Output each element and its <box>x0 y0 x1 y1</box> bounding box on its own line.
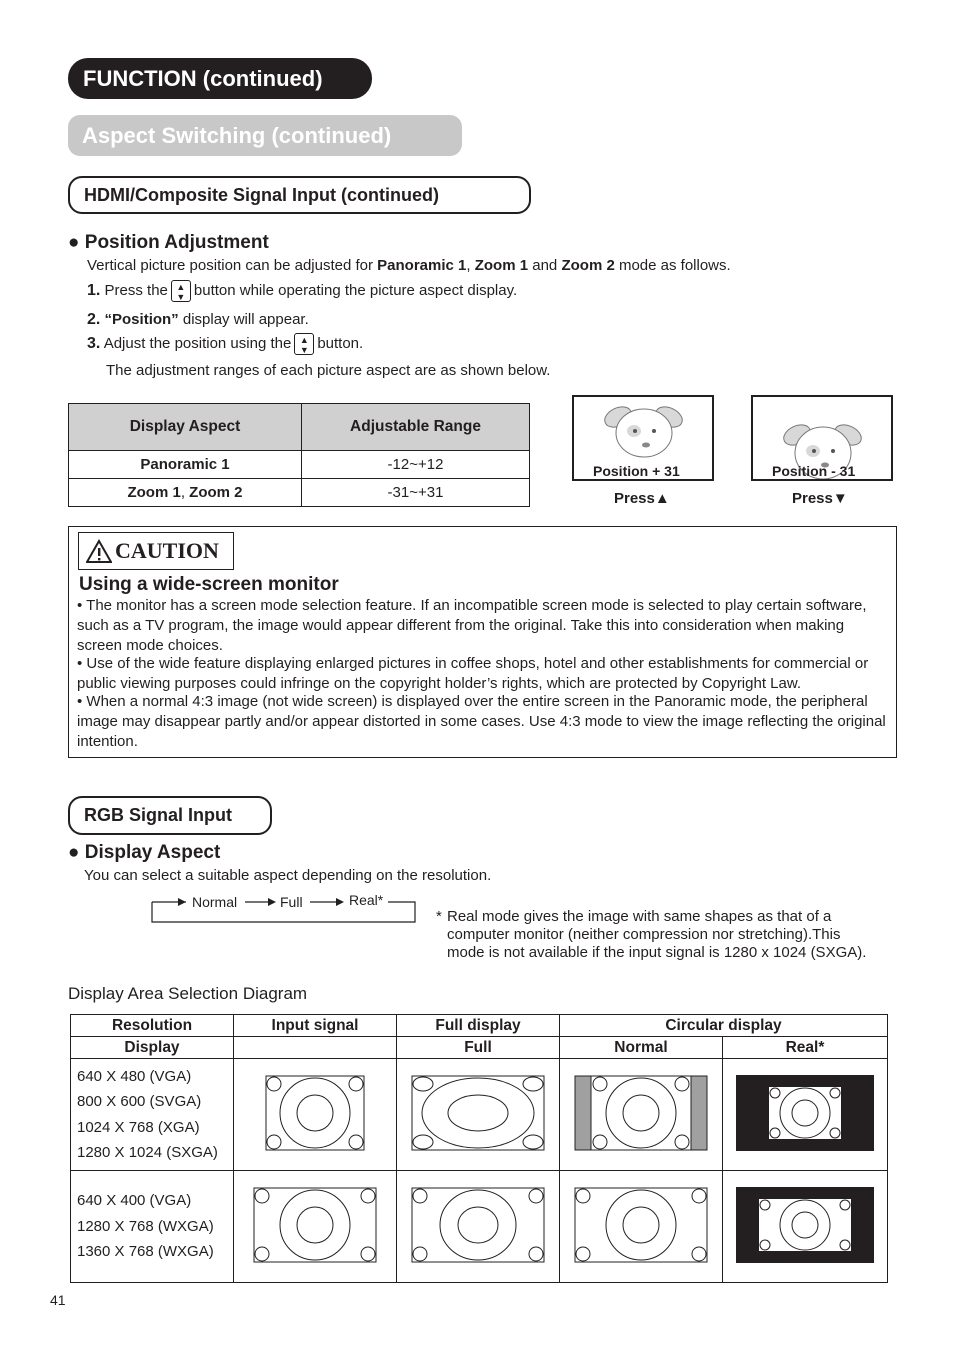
cycle-normal: Normal <box>192 894 238 910</box>
display-aspect-heading: ● Display Aspect <box>68 842 221 863</box>
input-wide-diagram-icon <box>253 1187 377 1263</box>
caution-label-text: CAUTION <box>115 538 219 563</box>
full-wide-diagram-icon <box>411 1187 545 1263</box>
hdmi-section-title: HDMI/Composite Signal Input (continued) <box>68 176 531 214</box>
page-number: 41 <box>50 1292 66 1308</box>
position-intro: Vertical picture position can be adjusted for Panoramic 1, Zoom 1 and Zoom 2 mode as follows. <box>87 257 731 274</box>
position-plus-label: Position + 31 <box>593 463 680 479</box>
press-down-caption: Press▼ <box>792 490 848 507</box>
cycle-full: Full <box>280 894 303 910</box>
footnote-star: * <box>436 908 442 925</box>
up-down-key-icon: ▲ ▼ <box>294 333 314 355</box>
table-row: 640 X 480 (VGA) 800 X 600 (SVGA) 1024 X 768 (XGA) 1280 X 1024 (SXGA) <box>71 1059 888 1171</box>
position-minus-label: Position - 31 <box>772 463 856 479</box>
position-range-table <box>68 403 530 507</box>
input-4x3-diagram-icon <box>265 1075 365 1151</box>
caution-label <box>78 532 234 570</box>
position-minus-example <box>751 395 893 481</box>
warning-triangle-icon <box>86 539 112 563</box>
press-up-caption: Press▲ <box>614 490 670 507</box>
normal-sidebars-diagram-icon <box>574 1075 708 1151</box>
footnote: Real mode gives the image with same shapes as that of a computer monitor (neither compression nor stretching).This mode is not available if the input signal is 1280 x 1024 (SXGA). <box>447 908 867 961</box>
caution-bullet-3: • When a normal 4:3 image (not wide screen) is displayed over the entire screen in the Panoramic mode, the peripheral image may disappear partly and/or appear distorted in some cases. Use 4:3 mode to view the image reflecting the original intention. <box>77 693 886 750</box>
position-note: The adjustment ranges of each picture aspect are as shown below. <box>106 362 551 379</box>
position-plus-example <box>572 395 714 481</box>
function-title: FUNCTION (continued) <box>68 58 372 99</box>
cycle-real: Real* <box>349 892 384 908</box>
diagram-title: Display Area Selection Diagram <box>68 984 308 1003</box>
caution-bullet-1: • The monitor has a screen mode selection feature. If an incompatible screen mode is selected to play certain software, such as a TV program, the image would appear different from the original. Take this into consideration when making screen mode choices. <box>77 597 867 654</box>
up-down-key-icon: ▲ ▼ <box>171 280 191 302</box>
table-row: Zoom 1, Zoom 2 -31~+31 <box>69 479 530 507</box>
full-stretched-diagram-icon <box>411 1075 545 1151</box>
col-adjustable-range: Adjustable Range <box>302 404 530 451</box>
position-heading-text: Position Adjustment <box>84 232 269 253</box>
display-aspect-intro: You can select a suitable aspect depending on the resolution. <box>84 867 492 884</box>
aspect-switching-title: Aspect Switching (continued) <box>68 115 462 156</box>
position-heading: ● Position Adjustment <box>68 232 269 253</box>
caution-heading: Using a wide-screen monitor <box>79 574 339 595</box>
normal-wide-diagram-icon <box>574 1187 708 1263</box>
display-area-table: Resolution Input signal Full display Circular display Display Full Normal Real* 640 X 480 (VGA) 800 X 600 (SVGA) 1024 X 768 (XGA) 1280 X 1024 (SXGA) 640 X 400 (VGA) 1280 X 768 (WXGA) 1360 X 768 (WXGA) <box>70 1014 888 1283</box>
rgb-section-title: RGB Signal Input <box>68 796 272 835</box>
real-wide-diagram-icon <box>736 1187 874 1263</box>
step-2: 2. “Position” display will appear. <box>87 311 309 328</box>
col-display-aspect: Display Aspect <box>69 404 302 451</box>
table-row: 640 X 400 (VGA) 1280 X 768 (WXGA) 1360 X 768 (WXGA) <box>71 1171 888 1283</box>
step-3: 3. Adjust the position using the ▲ ▼ button. <box>87 334 364 355</box>
step-1: 1. Press the ▲ ▼ button while operating the picture aspect display. <box>87 281 518 302</box>
table-row: Panoramic 1 -12~+12 <box>69 451 530 479</box>
real-black-border-diagram-icon <box>736 1075 874 1151</box>
caution-bullet-2: • Use of the wide feature displaying enlarged pictures in coffee shops, hotel and other establishments for commercial or public viewing purposes could infringe on the copyright holder’s rights, which are protected by Copyright Law. <box>77 655 869 692</box>
